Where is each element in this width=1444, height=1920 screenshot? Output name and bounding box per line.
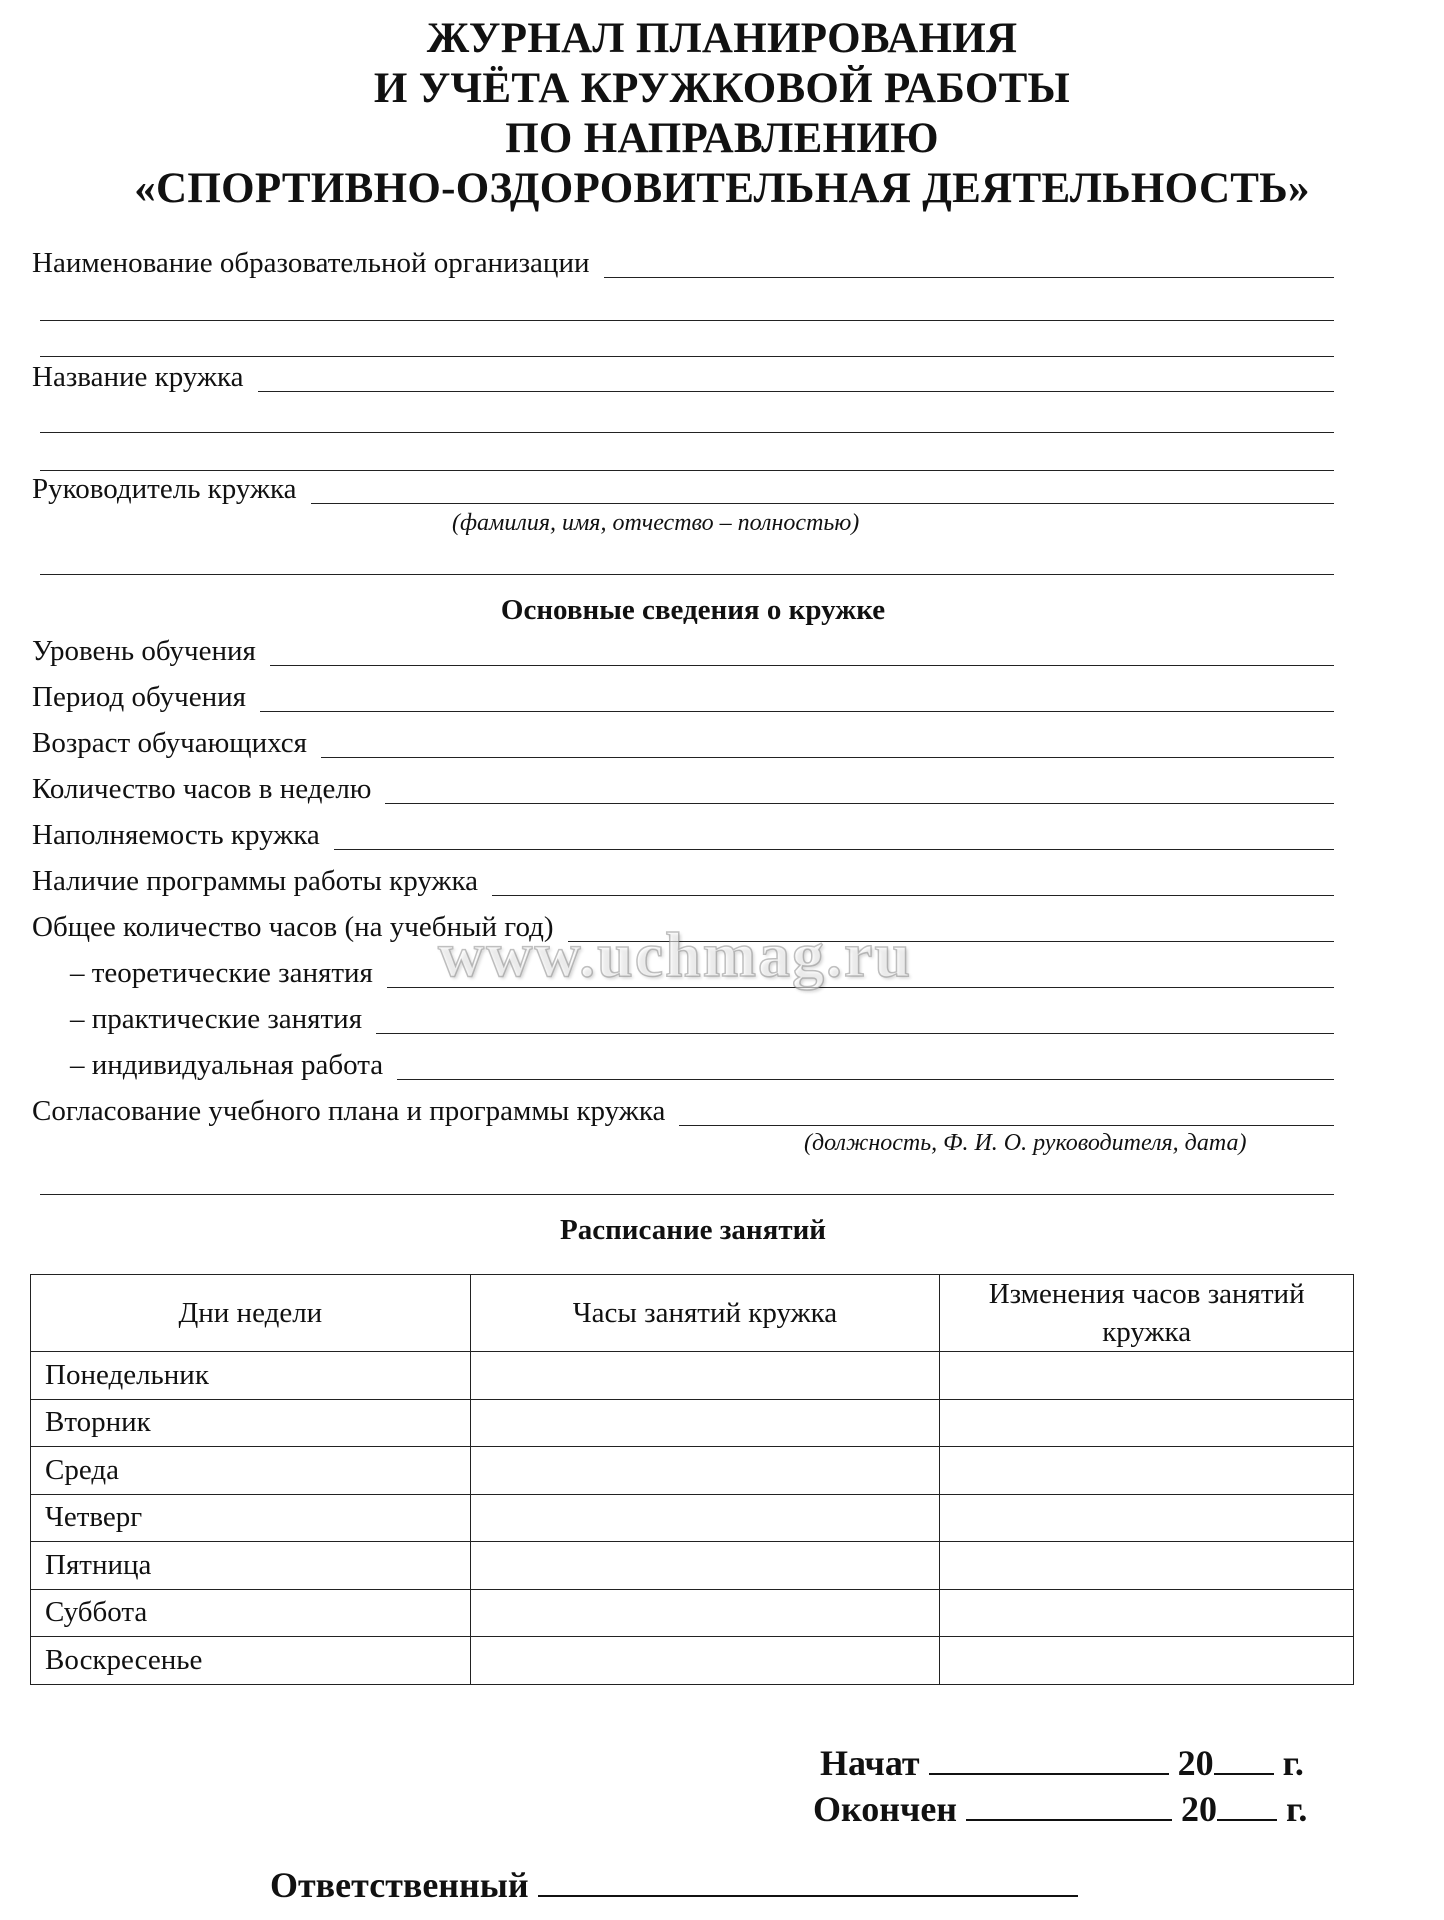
changes-cell[interactable] <box>940 1542 1354 1590</box>
org-name-line-2[interactable] <box>40 320 1334 321</box>
hours-per-week-row <box>32 772 1334 806</box>
title-line-1: ЖУРНАЛ ПЛАНИРОВАНИЯ <box>426 15 1018 62</box>
level-row <box>32 634 1334 668</box>
schedule-table <box>30 1274 1354 1685</box>
changes-cell[interactable] <box>940 1399 1354 1447</box>
changes-cell[interactable] <box>940 1494 1354 1542</box>
individual-field[interactable] <box>397 1078 1334 1080</box>
program-row <box>32 864 1334 898</box>
finished-year-suffix: г. <box>1286 1789 1308 1829</box>
responsible-field[interactable] <box>538 1867 1078 1897</box>
table-row <box>31 1352 1354 1400</box>
table-row <box>31 1399 1354 1447</box>
fill-rate-label: Наполняемость кружка <box>32 819 320 851</box>
finished-date-field[interactable] <box>966 1791 1172 1821</box>
table-row <box>31 1494 1354 1542</box>
hours-cell[interactable] <box>470 1399 940 1447</box>
title-line-3: ПО НАПРАВЛЕНИЮ <box>505 115 939 162</box>
theory-field[interactable] <box>387 986 1334 988</box>
club-leader-field[interactable] <box>311 502 1334 504</box>
column-header-changes: Изменения часов занятий кружка <box>940 1275 1354 1352</box>
started-label: Начат <box>820 1743 920 1783</box>
age-row <box>32 726 1334 760</box>
club-name-field[interactable] <box>258 390 1335 392</box>
program-field[interactable] <box>492 894 1334 896</box>
responsible-label: Ответственный <box>270 1865 529 1905</box>
program-label: Наличие программы работы кружка <box>32 865 479 897</box>
fill-rate-field[interactable] <box>334 848 1334 850</box>
day-cell-tuesday: Вторник <box>31 1399 471 1447</box>
club-leader-row <box>32 472 1334 506</box>
approval-hint: (должность, Ф. И. О. руководителя, дата) <box>804 1130 1247 1156</box>
schedule-heading: Расписание занятий <box>560 1214 826 1246</box>
title-line-4: «СПОРТИВНО-ОЗДОРОВИТЕЛЬНАЯ ДЕЯТЕЛЬНОСТЬ» <box>134 165 1310 212</box>
day-cell-sunday: Воскресенье <box>31 1637 471 1685</box>
started-date-field[interactable] <box>929 1745 1169 1775</box>
day-cell-friday: Пятница <box>31 1542 471 1590</box>
hours-cell[interactable] <box>470 1542 940 1590</box>
club-name-row <box>32 360 1334 394</box>
period-label: Период обучения <box>32 681 246 713</box>
individual-label: – индивидуальная работа <box>70 1049 384 1081</box>
started-year-suffix: г. <box>1282 1743 1304 1783</box>
approval-line-2[interactable] <box>40 1194 1334 1195</box>
org-name-line-3[interactable] <box>40 356 1334 357</box>
day-cell-thursday: Четверг <box>31 1494 471 1542</box>
club-name-line-3[interactable] <box>40 470 1334 471</box>
total-hours-label: Общее количество часов (на учебный год) <box>32 911 554 943</box>
club-leader-line-2[interactable] <box>40 574 1334 575</box>
theory-label: – теоретические занятия <box>70 957 373 989</box>
finished-label: Окончен <box>813 1789 958 1829</box>
age-label: Возраст обучающихся <box>32 727 307 759</box>
club-name-label: Название кружка <box>32 361 244 393</box>
hours-per-week-label: Количество часов в неделю <box>32 773 372 805</box>
club-leader-label: Руководитель кружка <box>32 473 297 505</box>
day-cell-saturday: Суббота <box>31 1589 471 1637</box>
finished-line <box>813 1788 1307 1830</box>
leader-hint: (фамилия, имя, отчество – полностью) <box>452 510 860 536</box>
table-row <box>31 1589 1354 1637</box>
practice-row <box>32 1002 1334 1036</box>
practice-label: – практические занятия <box>70 1003 363 1035</box>
started-year-field[interactable] <box>1214 1745 1274 1775</box>
approval-label: Согласование учебного плана и программы кружка <box>32 1095 666 1127</box>
theory-row <box>32 956 1334 990</box>
approval-field[interactable] <box>679 1124 1334 1126</box>
hours-cell[interactable] <box>470 1589 940 1637</box>
hours-per-week-field[interactable] <box>385 802 1334 804</box>
title-line-2: И УЧЁТА КРУЖКОВОЙ РАБОТЫ <box>373 65 1071 112</box>
club-name-line-2[interactable] <box>40 432 1334 433</box>
day-cell-wednesday: Среда <box>31 1447 471 1495</box>
practice-field[interactable] <box>376 1032 1334 1034</box>
org-name-field[interactable] <box>604 276 1335 278</box>
changes-cell[interactable] <box>940 1352 1354 1400</box>
document-title <box>0 14 1444 214</box>
individual-row <box>32 1048 1334 1082</box>
started-year-prefix: 20 <box>1177 1743 1214 1783</box>
org-name-label: Наименование образовательной организации <box>32 247 590 279</box>
total-hours-field[interactable] <box>568 940 1334 942</box>
period-field[interactable] <box>260 710 1334 712</box>
column-header-hours: Часы занятий кружка <box>470 1275 940 1352</box>
table-row <box>31 1637 1354 1685</box>
table-row <box>31 1447 1354 1495</box>
level-field[interactable] <box>270 664 1334 666</box>
hours-cell[interactable] <box>470 1494 940 1542</box>
schedule-header-row <box>31 1275 1354 1352</box>
changes-cell[interactable] <box>940 1589 1354 1637</box>
approval-row <box>32 1094 1334 1128</box>
watermark: www.uchmag.ru <box>438 919 913 990</box>
period-row <box>32 680 1334 714</box>
finished-year-prefix: 20 <box>1181 1789 1218 1829</box>
hours-cell[interactable] <box>470 1637 940 1685</box>
table-row <box>31 1542 1354 1590</box>
hours-cell[interactable] <box>470 1447 940 1495</box>
finished-year-field[interactable] <box>1217 1791 1277 1821</box>
started-line <box>820 1742 1304 1784</box>
org-name-row <box>32 246 1334 280</box>
total-hours-row <box>32 910 1334 944</box>
fill-rate-row <box>32 818 1334 852</box>
column-header-days: Дни недели <box>31 1275 471 1352</box>
responsible-line <box>270 1864 1078 1906</box>
age-field[interactable] <box>321 756 1334 758</box>
changes-cell[interactable] <box>940 1447 1354 1495</box>
hours-cell[interactable] <box>470 1352 940 1400</box>
basic-info-heading: Основные сведения о кружке <box>500 594 886 626</box>
day-cell-monday: Понедельник <box>31 1352 471 1400</box>
changes-cell[interactable] <box>940 1637 1354 1685</box>
level-label: Уровень обучения <box>32 635 256 667</box>
